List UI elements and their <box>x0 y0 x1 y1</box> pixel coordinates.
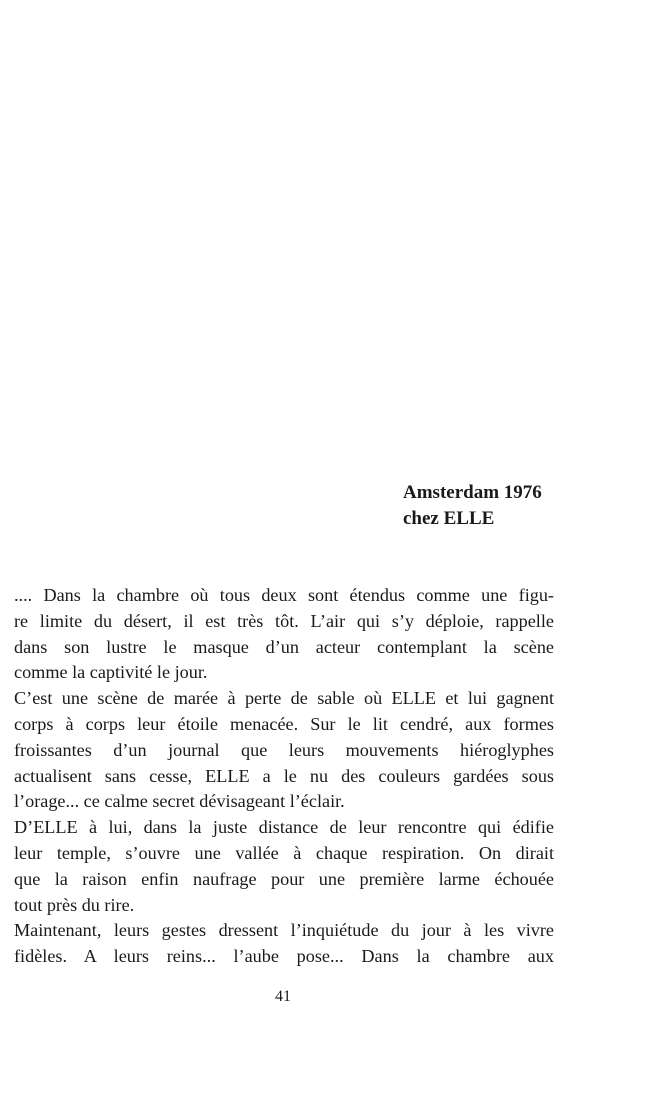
text-line: .... Dans la chambre où tous deux sont étendus comme une figu- <box>14 585 554 605</box>
text-line: tout près du rire. <box>14 894 135 915</box>
text-line: re limite du désert, il est très tôt. L’air qui s’y déploie, rappelle <box>14 610 554 631</box>
text-line: actualisent sans cesse, ELLE a le nu des couleurs gardées sous <box>14 765 554 786</box>
place-date-heading <box>403 480 542 532</box>
text-line: l’orage... ce calme secret dévisageant l’éclair. <box>14 791 345 812</box>
prose-paragraphs <box>14 583 554 970</box>
text-line: C’est une scène de marée à perte de sable où ELLE et lui gagnent <box>14 688 554 709</box>
text-line: froissantes d’un journal que leurs mouvements hiéroglyphes <box>14 739 554 760</box>
heading-line-location: chez ELLE <box>403 508 495 529</box>
text-line: Maintenant, leurs gestes dressent l’inquiétude du jour à les vivre <box>14 920 554 941</box>
text-line: D’ELLE à lui, dans la juste distance de leur rencontre qui édifie <box>14 817 554 838</box>
text-line: fidèles. A leurs reins... l’aube pose... Dans la chambre aux <box>14 946 554 967</box>
heading-line-place-year: Amsterdam 1976 <box>403 482 542 503</box>
text-line: leur temple, s’ouvre une vallée à chaque respiration. On dirait <box>14 842 554 863</box>
text-line: comme la captivité le jour. <box>14 662 208 683</box>
page-number: 41 <box>275 988 291 1005</box>
text-line: que la raison enfin naufrage pour une première larme échouée <box>14 868 554 889</box>
text-line: corps à corps leur étoile menacée. Sur le lit cendré, aux formes <box>14 713 554 734</box>
text-line: dans son lustre le masque d’un acteur contemplant la scène <box>14 636 554 657</box>
